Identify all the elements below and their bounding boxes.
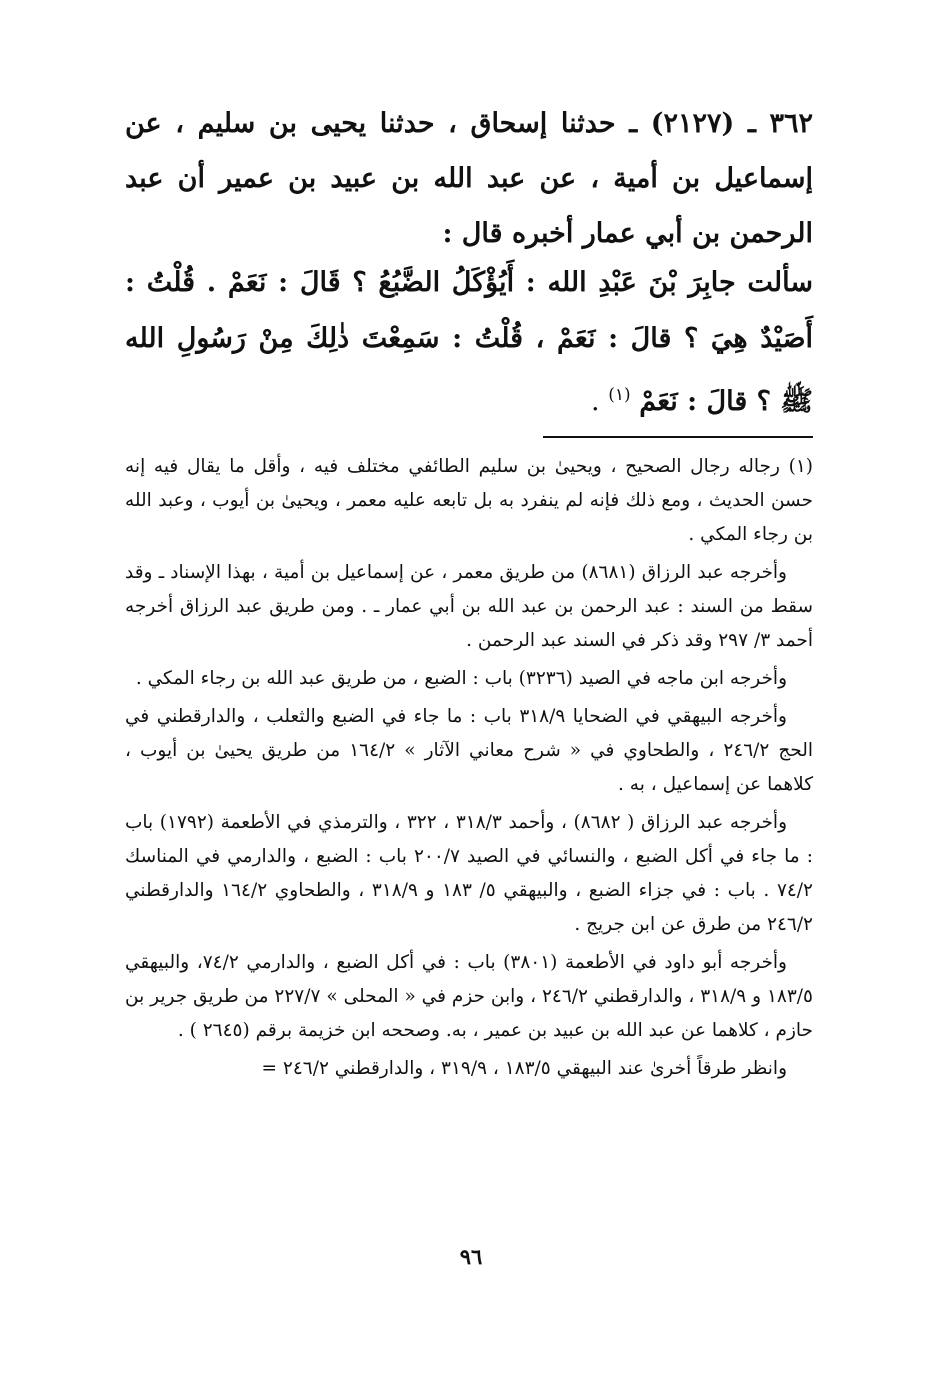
footnote-paragraph: (١) رجاله رجال الصحيح ، ويحيىٰ بن سليم الطائفي مختلف فيه ، وأقل ما يقال فيه إنه حسن الحديث ، ومع ذلك فإنه لم ينفرد به بل تابعه عليه معمر ، ويحيىٰ بن أيوب ، وعبد الله بن رجاء المكي . <box>125 456 813 545</box>
hadith-text <box>125 255 813 430</box>
footnote-paragraph: وأخرجه ابن ماجه في الصيد (٣٢٣٦) باب : الضبع ، من طريق عبد الله بن رجاء المكي . <box>135 668 787 689</box>
hadith-header: ٣٦٢ ـ (٢١٢٧) ـ حدثنا إسحاق ، حدثنا يحيى بن سليم ، عن إسماعيل بن أمية ، عن عبد الله بن عبيد بن عمير أن عبد الرحمن بن أبي عمار أخبره قال : <box>125 108 813 249</box>
footnote-paragraph: وأخرجه أبو داود في الأطعمة (٣٨٠١) باب : في أكل الضبع ، والدارمي ٧٤/٢، والبيهقي ١٨٣/٥ و ٣١٨/٩ ، والدارقطني ٢٤٦/٢ ، وابن حزم في « المحلى » ٢٢٧/٧ من طريق جرير بن حازم ، كلاهما عن عبد الله بن عبيد بن عمير ، به. وصححه ابن خزيمة برقم (٢٦٤٥ ) . <box>125 952 813 1041</box>
footnote-marker: (١) <box>608 385 631 405</box>
footnote-paragraph: وأخرجه عبد الرزاق ( ٨٦٨٢) ، وأحمد ٣١٨/٣ ، ٣٢٢ ، والترمذي في الأطعمة (١٧٩٢) باب : ما جاء في أكل الضبع ، والنسائي في الصيد ٢٠٠/٧ باب : الضبع ، والدارمي في المناسك ٧٤/٢ . باب : في جزاء الضبع ، والبيهقي ٥/ ١٨٣ و ٣١٨/٩ ، والطحاوي ١٦٤/٢ والدارقطني ٢٤٦/٢ من طرق عن ابن جريج . <box>125 812 813 935</box>
end-mark: . <box>591 386 600 417</box>
footnote-paragraph: وانظر طرقاً أخرىٰ عند البيهقي ١٨٣/٥ ، ٣١٩/٩ ، والدارقطني ٢٤٦/٢ = <box>261 1058 787 1079</box>
footnote-paragraph: وأخرجه البيهقي في الضحايا ٣١٨/٩ باب : ما جاء في الضبع والثعلب ، والدارقطني في الحج ٢٤٦/٢ ، والطحاوي في « شرح معاني الآثار » ١٦٤/٢ من طريق يحيىٰ بن أيوب ، كلاهما عن إسماعيل ، به . <box>125 706 814 795</box>
footnote-separator <box>543 436 813 438</box>
page-number: ٩٦ <box>459 1244 483 1269</box>
footnotes <box>125 450 813 1090</box>
hadith-body: سألت جابِرَ بْنَ عَبْدِ الله : أَيُؤْكَلُ الضَّبُعُ ؟ قَالَ : نَعَمْ . قُلْتُ : أَصَيْدٌ هِيَ ؟ قالَ : نَعَمْ ، قُلْتُ : سَمِعْتَ ذٰلِكَ مِنْ رَسُولِ الله ﷺ ؟ قالَ : نَعَمْ <box>125 267 813 417</box>
footnote-paragraph: وأخرجه عبد الرزاق (٨٦٨١) من طريق معمر ، عن إسماعيل بن أمية ، بهذا الإسناد ـ وقد سقط من السند : عبد الرحمن بن عبد الله بن أبي عمار ـ . ومن طريق عبد الرزاق أخرجه أحمد ٣/ ٢٩٧ وقد ذكر في السند عبد الرحمن . <box>125 562 813 651</box>
